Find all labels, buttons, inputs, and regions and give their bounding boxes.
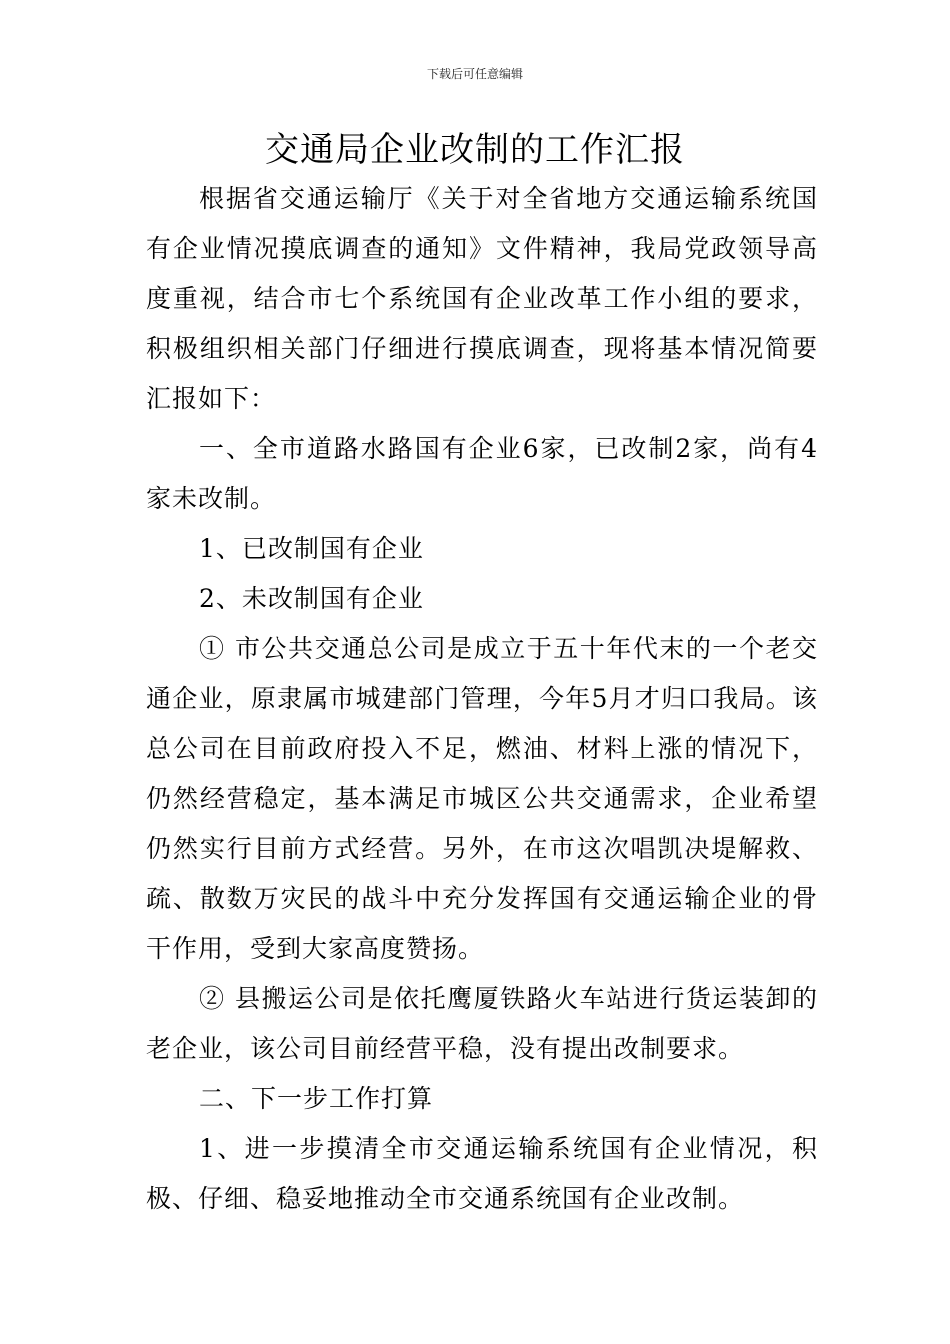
- paragraph-county-transport-company: ② 县搬运公司是依托鹰厦铁路火车站进行货运装卸的老企业，该公司目前经营平稳，没有提出改制要求。: [146, 984, 818, 1063]
- paragraph-item-unreformed: 2、未改制国有企业: [199, 584, 424, 613]
- paragraph-next-step-one: 1、进一步摸清全市交通运输系统国有企业情况，积极、仔细、稳妥地推动全市交通系统国有企业改制。: [146, 1134, 818, 1213]
- paragraph-public-transit-company: ① 市公共交通总公司是成立于五十年代末的一个老交通企业，原隶属市城建部门管理，今年5月才归口我局。该总公司在目前政府投入不足，燃油、材料上涨的情况下，仍然经营稳定，基本满足市城区公共交通需求，企业希望仍然实行目前方式经营。另外，在市这次唱凯决堤解救、疏、散数万灾民的战斗中充分发挥国有交通运输企业的骨干作用，受到大家高度赞扬。: [146, 634, 818, 963]
- paragraph-item-reformed: 1、已改制国有企业: [199, 534, 424, 563]
- paragraph-intro: 根据省交通运输厅《关于对全省地方交通运输系统国有企业情况摸底调查的通知》文件精神，我局党政领导高度重视，结合市七个系统国有企业改革工作小组的要求，积极组织相关部门仔细进行摸底调查，现将基本情况简要汇报如下：: [146, 184, 818, 413]
- document-title: 交通局企业改制的工作汇报: [265, 130, 685, 170]
- paragraph-section-two: 二、下一步工作打算: [199, 1084, 434, 1113]
- document-body: [146, 174, 818, 1224]
- paragraph-section-one: 一、全市道路水路国有企业6家，已改制2家，尚有4家未改制。: [146, 434, 818, 513]
- header-note: 下载后可任意编辑: [426, 67, 523, 81]
